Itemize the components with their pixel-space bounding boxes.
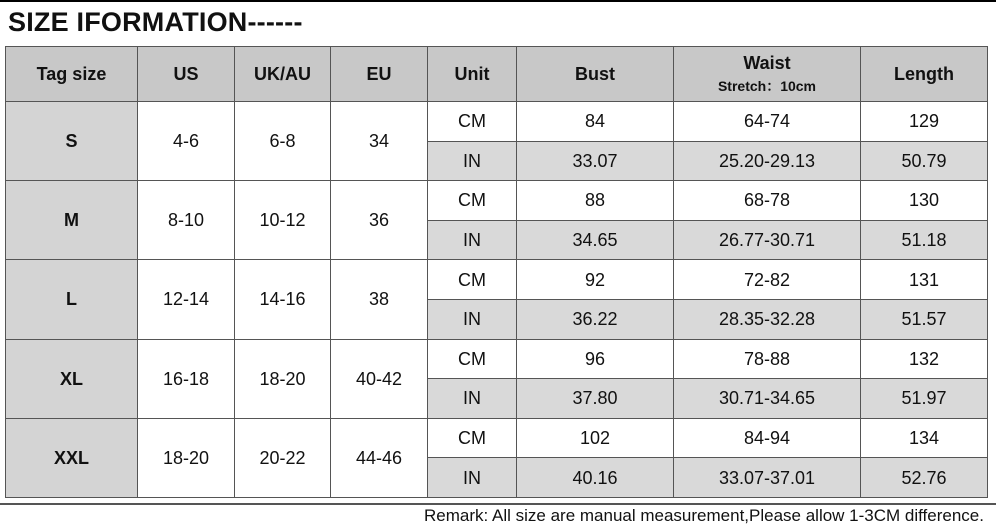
tag-size-cell: XL [6, 339, 138, 418]
waist-cell-cm: 78-88 [674, 339, 861, 379]
unit-cell-in: IN [428, 141, 517, 181]
bust-cell-cm: 88 [517, 181, 674, 221]
table-row-cm [6, 339, 988, 379]
eu-size-cell: 34 [331, 102, 428, 181]
length-cell-in: 51.97 [861, 379, 988, 419]
waist-cell-cm: 84-94 [674, 418, 861, 458]
header-waist-note: Stretch：10cm [717, 77, 817, 94]
waist-cell-in: 33.07-37.01 [674, 458, 861, 498]
eu-size-cell: 38 [331, 260, 428, 339]
uk-au-size-cell: 20-22 [235, 418, 331, 497]
tag-size-cell: S [6, 102, 138, 181]
header-us: US [138, 47, 235, 102]
length-cell-in: 50.79 [861, 141, 988, 181]
length-cell-cm: 129 [861, 102, 988, 142]
uk-au-size-cell: 10-12 [235, 181, 331, 260]
length-cell-in: 51.57 [861, 299, 988, 339]
waist-cell-in: 30.71-34.65 [674, 379, 861, 419]
bust-cell-in: 33.07 [517, 141, 674, 181]
header-tag-size: Tag size [6, 47, 138, 102]
us-size-cell: 4-6 [138, 102, 235, 181]
us-size-cell: 12-14 [138, 260, 235, 339]
us-size-cell: 8-10 [138, 181, 235, 260]
unit-cell-cm: CM [428, 339, 517, 379]
bust-cell-cm: 92 [517, 260, 674, 300]
unit-cell-in: IN [428, 220, 517, 260]
length-cell-in: 51.18 [861, 220, 988, 260]
size-chart-table [5, 46, 988, 498]
length-cell-in: 52.76 [861, 458, 988, 498]
remark-text: Remark: All size are manual measurement,Please allow 1-3CM difference. [424, 506, 984, 525]
uk-au-size-cell: 6-8 [235, 102, 331, 181]
header-uk-au: UK/AU [235, 47, 331, 102]
unit-cell-cm: CM [428, 418, 517, 458]
unit-cell-cm: CM [428, 181, 517, 221]
us-size-cell: 16-18 [138, 339, 235, 418]
waist-cell-cm: 68-78 [674, 181, 861, 221]
bust-cell-cm: 84 [517, 102, 674, 142]
length-cell-cm: 134 [861, 418, 988, 458]
waist-cell-cm: 72-82 [674, 260, 861, 300]
waist-cell-in: 26.77-30.71 [674, 220, 861, 260]
length-cell-cm: 131 [861, 260, 988, 300]
bust-cell-in: 37.80 [517, 379, 674, 419]
table-row-cm [6, 260, 988, 300]
unit-cell-in: IN [428, 379, 517, 419]
bust-cell-cm: 96 [517, 339, 674, 379]
top-border-line [0, 0, 996, 2]
header-waist-label: Waist [743, 52, 791, 73]
eu-size-cell: 44-46 [331, 418, 428, 497]
tag-size-cell: L [6, 260, 138, 339]
uk-au-size-cell: 14-16 [235, 260, 331, 339]
waist-cell-in: 25.20-29.13 [674, 141, 861, 181]
bust-cell-in: 40.16 [517, 458, 674, 498]
header-eu: EU [331, 47, 428, 102]
tag-size-cell: XXL [6, 418, 138, 497]
header-length: Length [861, 47, 988, 102]
page-title: SIZE IFORMATION------ [8, 7, 303, 37]
size-table-body [6, 102, 988, 498]
length-cell-cm: 132 [861, 339, 988, 379]
unit-cell-in: IN [428, 458, 517, 498]
unit-cell-cm: CM [428, 102, 517, 142]
uk-au-size-cell: 18-20 [235, 339, 331, 418]
us-size-cell: 18-20 [138, 418, 235, 497]
header-unit: Unit [428, 47, 517, 102]
unit-cell-in: IN [428, 299, 517, 339]
header-row [6, 47, 988, 102]
waist-cell-cm: 64-74 [674, 102, 861, 142]
table-row-cm [6, 418, 988, 458]
eu-size-cell: 40-42 [331, 339, 428, 418]
bust-cell-in: 34.65 [517, 220, 674, 260]
length-cell-cm: 130 [861, 181, 988, 221]
header-waist [674, 47, 861, 102]
table-row-cm [6, 102, 988, 142]
tag-size-cell: M [6, 181, 138, 260]
unit-cell-cm: CM [428, 260, 517, 300]
bust-cell-in: 36.22 [517, 299, 674, 339]
header-bust: Bust [517, 47, 674, 102]
table-row-cm [6, 181, 988, 221]
eu-size-cell: 36 [331, 181, 428, 260]
waist-cell-in: 28.35-32.28 [674, 299, 861, 339]
bust-cell-cm: 102 [517, 418, 674, 458]
